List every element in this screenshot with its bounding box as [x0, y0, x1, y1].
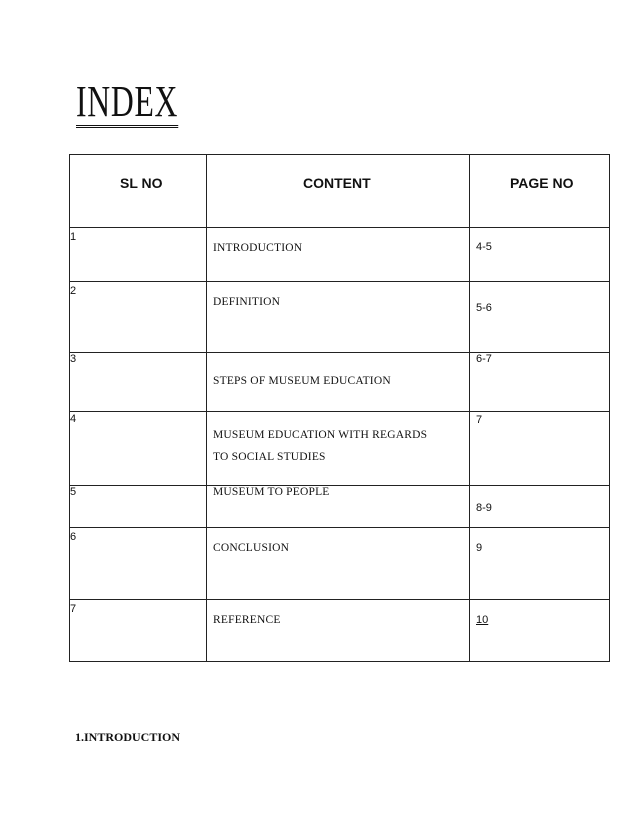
row-content: STEPS OF MUSEUM EDUCATION	[213, 375, 391, 387]
row-content-line1: MUSEUM EDUCATION WITH REGARDS	[213, 429, 428, 441]
header-content: CONTENT	[207, 155, 470, 228]
header-sl-no: SL NO	[70, 155, 207, 228]
row-number: 7	[70, 603, 77, 615]
table-header-row	[70, 155, 610, 228]
row-page: 6-7	[476, 353, 492, 365]
table-row	[70, 486, 610, 528]
row-content: REFERENCE	[213, 614, 281, 626]
row-number: 3	[70, 353, 77, 365]
row-content: INTRODUCTION	[213, 242, 303, 254]
section-heading: 1.INTRODUCTION	[75, 730, 181, 744]
page-title: INDEX	[76, 77, 179, 126]
table-row	[70, 600, 610, 662]
table-row	[70, 412, 610, 486]
row-number: 6	[70, 531, 77, 543]
row-page: 5-6	[476, 302, 492, 314]
table-row	[70, 353, 610, 412]
row-number: 5	[70, 486, 77, 498]
row-page: 9	[476, 542, 483, 554]
row-page: 7	[476, 414, 483, 426]
row-page: 8-9	[476, 502, 492, 514]
header-page-no: PAGE NO	[470, 155, 610, 228]
row-number: 4	[70, 413, 77, 425]
table-row	[70, 228, 610, 282]
row-content: DEFINITION	[213, 296, 281, 308]
row-number: 2	[70, 285, 77, 297]
row-content-line2: TO SOCIAL STUDIES	[213, 451, 326, 463]
row-content: CONCLUSION	[213, 542, 290, 554]
row-number: 1	[70, 231, 77, 243]
table-row	[70, 528, 610, 600]
row-page: 4-5	[476, 241, 492, 253]
row-content: MUSEUM TO PEOPLE	[213, 486, 330, 498]
index-table	[69, 154, 610, 662]
table-row	[70, 282, 610, 353]
row-page: 10	[476, 614, 489, 626]
